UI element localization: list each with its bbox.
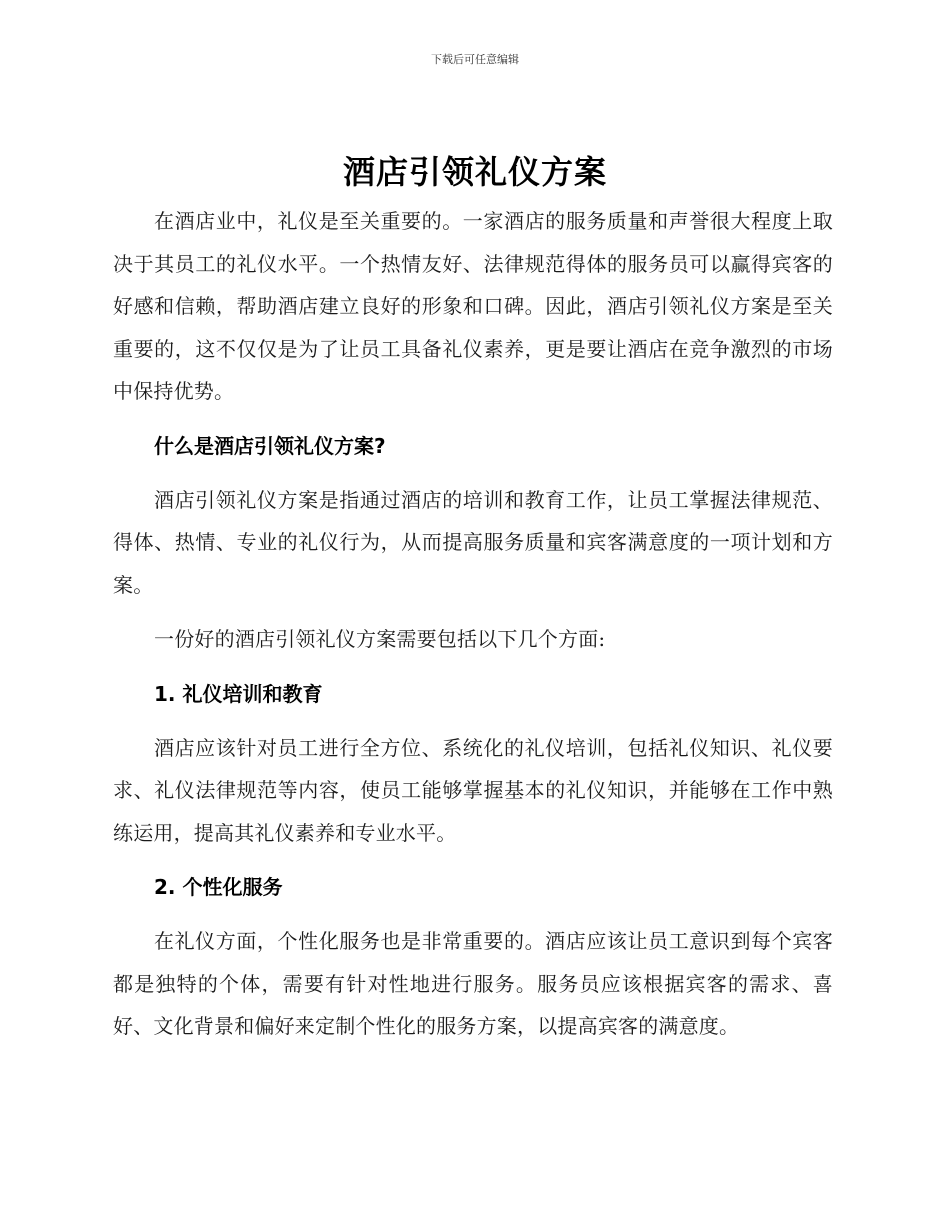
spacer [113,715,833,727]
section-heading-2: 2. 个性化服务 [154,875,283,899]
spacer [113,467,833,479]
document-title: 酒店引领礼仪方案 [342,153,607,191]
document-body [113,200,833,1048]
spacer [113,661,833,673]
section-heading-1: 1. 礼仪培训和教育 [154,681,323,706]
section-what-paragraph-2: 一份好的酒店引领礼仪方案需要包括以下几个方面: [154,627,606,651]
header-note: 下载后可任意编辑 [431,53,519,66]
intro-paragraph: 在酒店业中，礼仪是至关重要的。一家酒店的服务质量和声誉很大程度上取决于其员工的礼仪水平。一个热情友好、法律规范得体的服务员可以赢得宾客的好感和信赖，帮助酒店建立良好的形象和口碑。因此，酒店引领礼仪方案是至关重要的，这不仅仅是为了让员工具备礼仪素养，更是要让酒店在竞争激烈的市场中保持优势。 [113,209,833,403]
spacer [113,606,833,618]
section-heading-what: 什么是酒店引领礼仪方案? [154,433,386,458]
section-what-paragraph-1: 酒店引领礼仪方案是指通过酒店的培训和教育工作，让员工掌握法律规范、得体、热情、专业的礼仪行为，从而提高服务质量和宾客满意度的一项计划和方案。 [113,487,833,597]
section-1-paragraph: 酒店应该针对员工进行全方位、系统化的礼仪培训，包括礼仪知识、礼仪要求、礼仪法律规范等内容，使员工能够掌握基本的礼仪知识，并能够在工作中熟练运用，提高其礼仪素养和专业水平。 [113,735,833,845]
spacer [113,908,833,920]
spacer [113,413,833,425]
spacer [113,854,833,866]
section-2-paragraph: 在礼仪方面，个性化服务也是非常重要的。酒店应该让员工意识到每个宾客都是独特的个体，需要有针对性地进行服务。服务员应该根据宾客的需求、喜好、文化背景和偏好来定制个性化的服务方案，以提高宾客的满意度。 [113,929,833,1038]
